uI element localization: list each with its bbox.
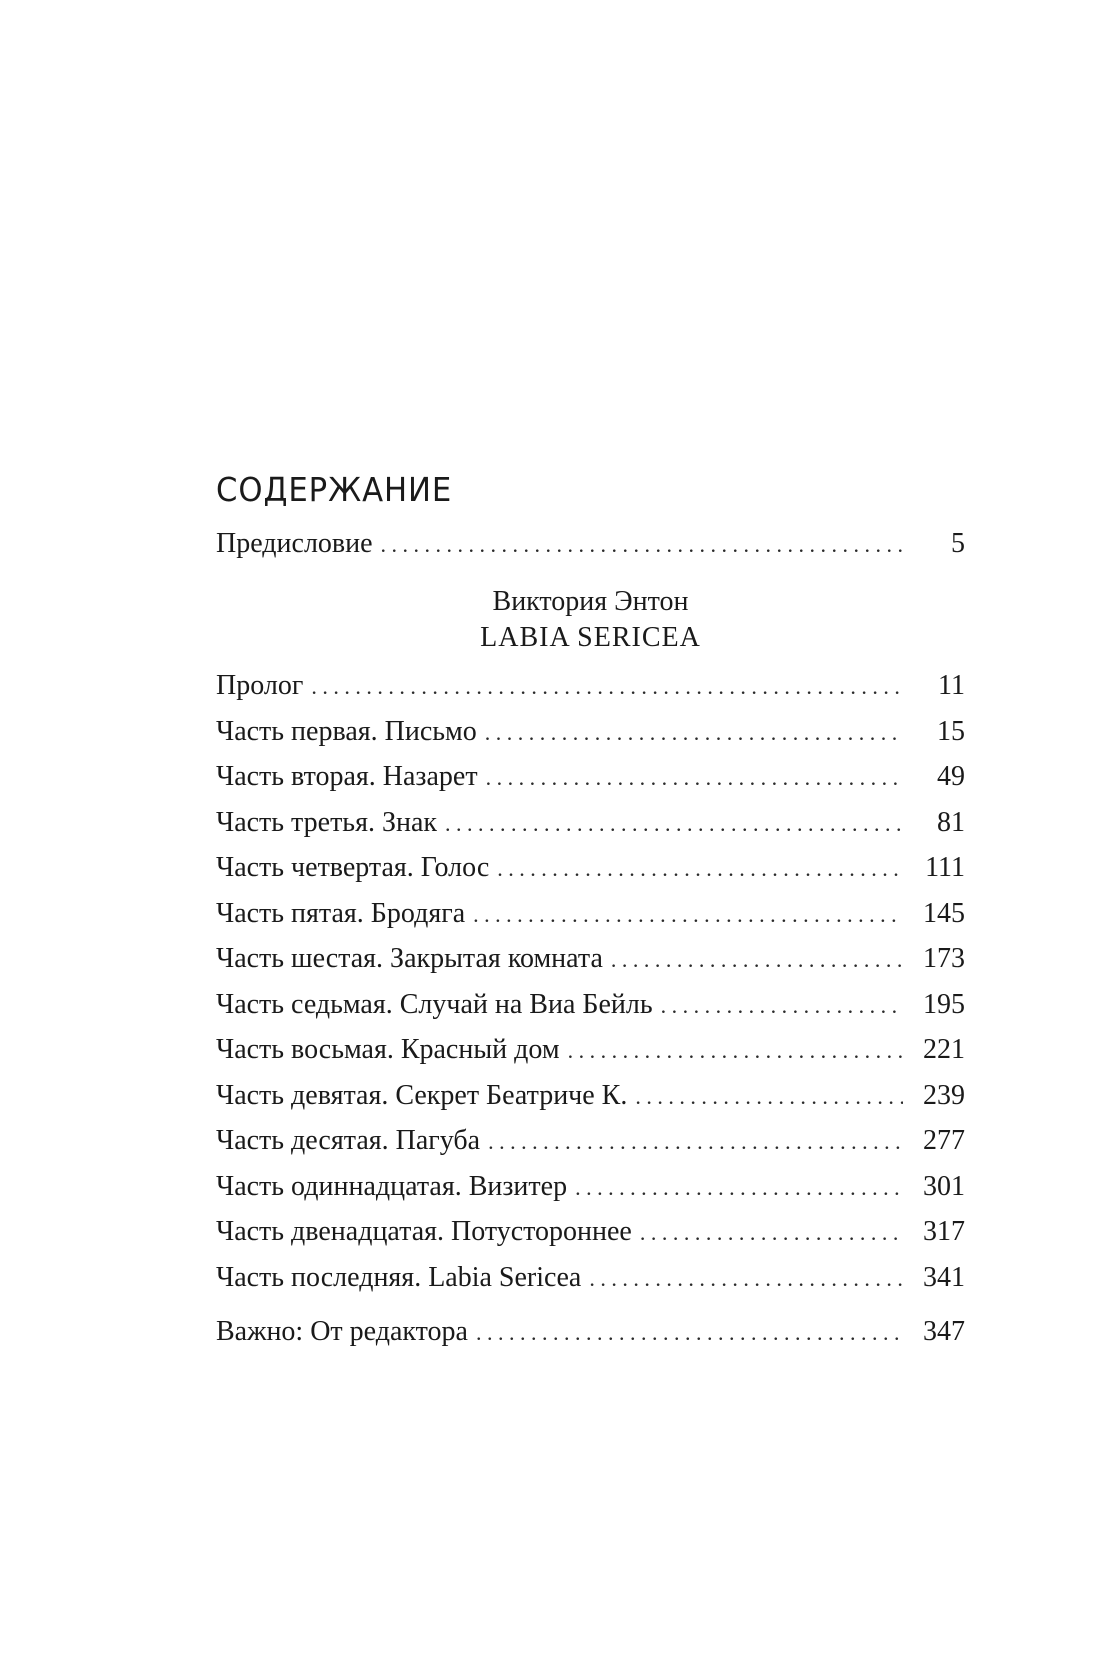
toc-entry [216,1027,965,1073]
dot-leader [497,846,903,892]
toc-entry-page: 81 [937,806,965,838]
toc-entry [216,800,965,846]
toc-entry-page: 341 [923,1261,965,1293]
toc-entry-page: 347 [923,1316,965,1347]
toc-entry-label: Часть шестая. Закрытая комната [216,943,603,974]
dot-leader [311,664,903,710]
toc-entry-page: 301 [923,1170,965,1202]
toc-entry-label: Часть последняя. Labia Sericea [216,1261,582,1293]
dot-leader [568,1028,903,1074]
toc-entry-label: Часть вторая. Назарет [216,761,478,792]
dot-leader [575,1165,903,1211]
toc-entry-page: 317 [923,1216,965,1247]
dot-leader [640,1210,903,1256]
toc-entry-list [216,663,965,1300]
dot-leader [473,892,903,938]
toc-entry-page: 277 [923,1125,965,1156]
toc-entry-label: Часть седьмая. Случай на Виа Бейль [216,988,653,1020]
toc-entry [216,891,965,937]
dot-leader [611,937,903,983]
toc-entry-label: Предисловие [216,528,373,559]
toc-entry-page: 49 [937,761,965,792]
dot-leader [488,1119,903,1165]
toc-entry [216,709,965,755]
toc-entry-label: Пролог [216,670,304,701]
toc-entry [216,845,965,891]
toc-entry-page: 5 [951,528,965,559]
table-of-contents [216,470,965,1351]
toc-entry-preface [216,525,965,563]
toc-entry-label: Часть одиннадцатая. Визитер [216,1170,568,1202]
toc-entry-page: 11 [938,670,965,701]
dot-leader [635,1074,903,1120]
toc-entry [216,1255,965,1301]
toc-entry-page: 173 [923,943,965,974]
dot-leader [476,1314,903,1352]
toc-entry [216,982,965,1028]
toc-entry [216,754,965,800]
toc-entry [216,936,965,982]
dot-leader [589,1256,903,1302]
toc-entry [216,1118,965,1164]
toc-entry-label: Часть девятая. Секрет Беатриче К. [216,1079,628,1111]
section-heading [216,584,965,656]
toc-entry [216,1073,965,1119]
contents-title: СОДЕРЖАНИЕ [216,470,453,509]
dot-leader [661,983,903,1029]
toc-entry-page: 195 [923,988,965,1020]
toc-entry-afterword [216,1313,965,1351]
toc-entry-page: 239 [923,1079,965,1111]
toc-entry-page: 111 [925,852,965,883]
section-work-title: LABIA SERICEA [480,622,701,653]
toc-entry-label: Часть третья. Знак [216,806,437,838]
toc-entry-label: Часть пятая. Бродяга [216,897,466,929]
dot-leader [445,801,903,847]
dot-leader [485,710,903,756]
toc-entry-label: Часть десятая. Пагуба [216,1125,481,1156]
toc-entry [216,663,965,709]
toc-entry-label: Важно: От редактора [216,1316,468,1347]
toc-entry-page: 221 [923,1034,965,1065]
toc-entry-page: 145 [923,897,965,929]
toc-entry-label: Часть двенадцатая. Потустороннее [216,1216,632,1247]
toc-entry-label: Часть четвертая. Голос [216,852,490,883]
dot-leader [381,526,903,564]
toc-entry-label: Часть первая. Письмо [216,715,477,747]
toc-entry-label: Часть восьмая. Красный дом [216,1034,560,1065]
dot-leader [486,755,903,801]
toc-entry [216,1209,965,1255]
toc-entry [216,1164,965,1210]
section-author: Виктория Энтон [492,586,689,617]
toc-entry-page: 15 [937,715,965,747]
